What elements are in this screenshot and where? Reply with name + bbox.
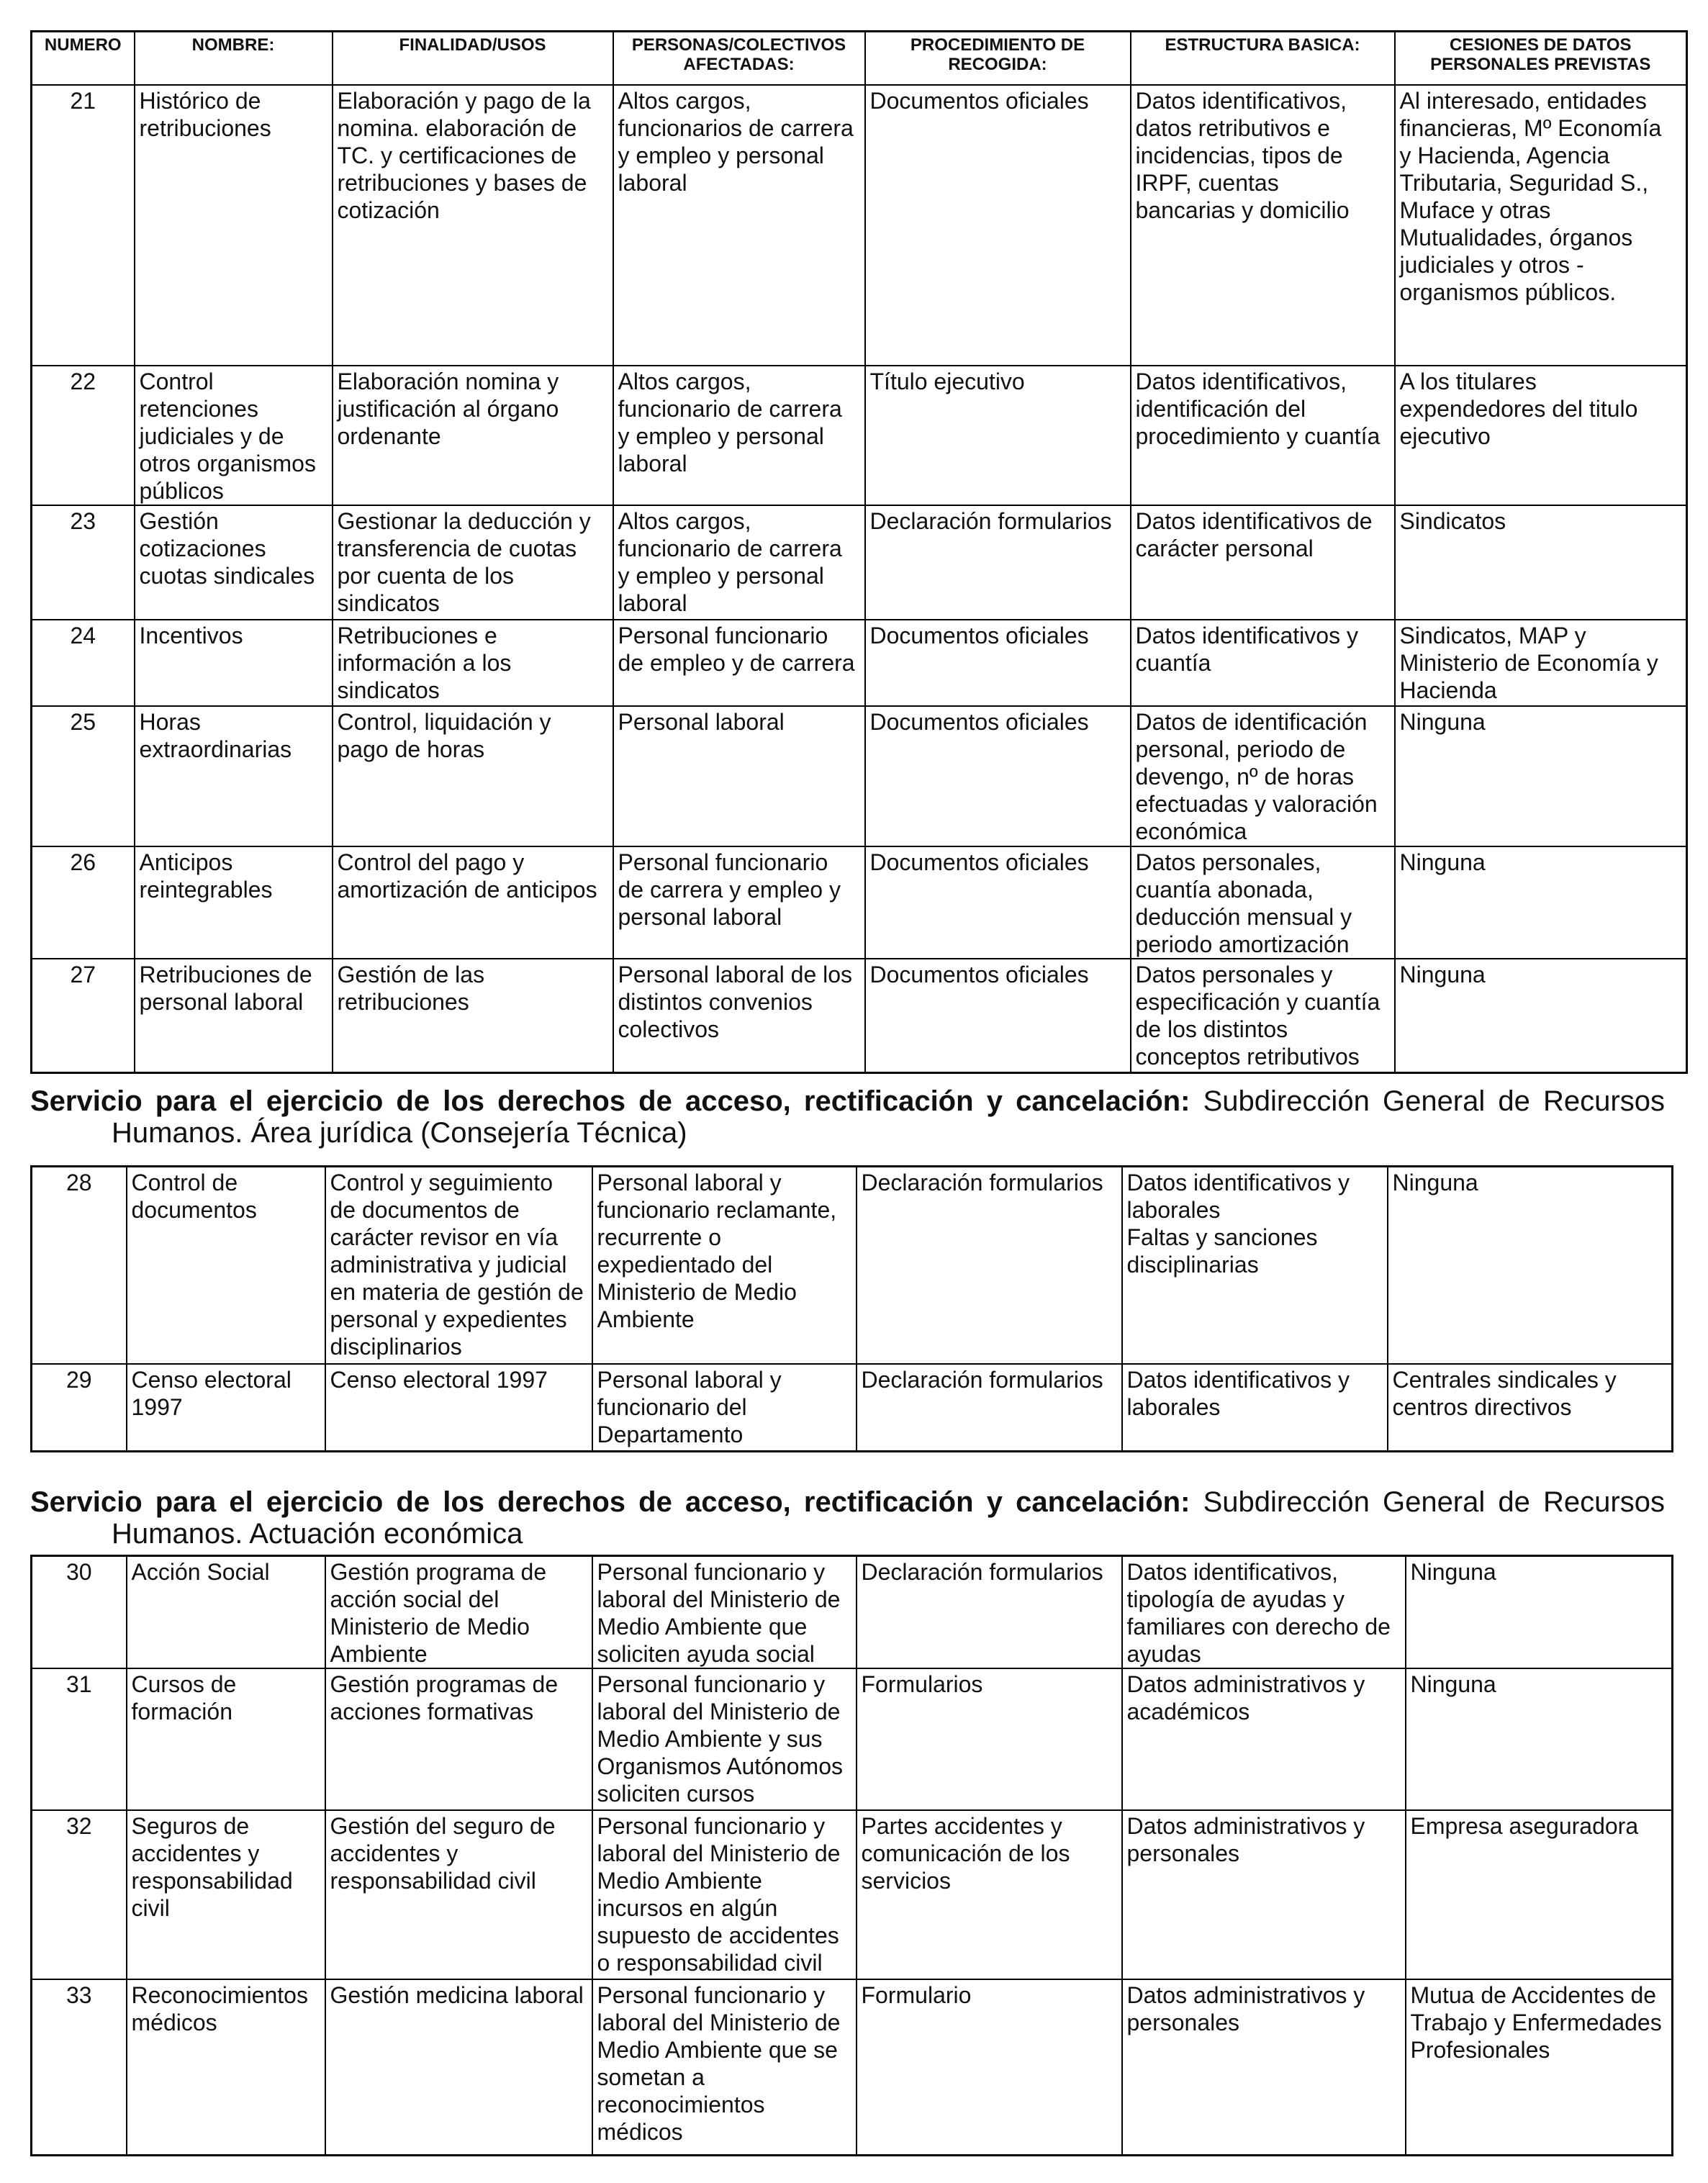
cell-nombre: Horas extraordinarias bbox=[135, 706, 333, 846]
cell-procedimiento: Formularios bbox=[857, 1668, 1122, 1810]
table-row bbox=[32, 846, 1687, 959]
cell-nombre: Censo electoral 1997 bbox=[127, 1364, 325, 1452]
header-procedimiento: PROCEDIMIENTO DE RECOGIDA: bbox=[865, 32, 1131, 85]
cell-nombre: Control retenciones judiciales y de otros organismos públicos bbox=[135, 366, 333, 505]
cell-finalidad: Elaboración y pago de la nomina. elaboración de TC. y certificaciones de retribuciones y bases de cotización bbox=[333, 85, 613, 366]
cell-finalidad: Retribuciones e información a los sindicatos bbox=[333, 620, 613, 706]
cell-estructura: Datos personales y especificación y cuantía de los distintos conceptos retributivos bbox=[1131, 959, 1395, 1073]
cell-personas: Personal funcionario y laboral del Ministerio de Medio Ambiente incursos en algún supuesto de accidentes o responsabilidad civil bbox=[592, 1810, 857, 1979]
cell-finalidad: Gestionar la deducción y transferencia de cuotas por cuenta de los sindicatos bbox=[333, 505, 613, 620]
table-row bbox=[32, 366, 1687, 505]
cell-numero: 31 bbox=[32, 1668, 127, 1810]
cell-personas: Altos cargos, funcionario de carrera y empleo y personal laboral bbox=[613, 366, 865, 505]
cell-finalidad: Gestión del seguro de accidentes y responsabilidad civil bbox=[325, 1810, 592, 1979]
cell-cesiones: Sindicatos bbox=[1395, 505, 1687, 620]
data-files-table-1 bbox=[30, 30, 1688, 1074]
cell-nombre: Reconocimientos médicos bbox=[127, 1979, 325, 2155]
header-finalidad: FINALIDAD/USOS bbox=[333, 32, 613, 85]
section-heading bbox=[30, 1486, 1665, 1550]
cell-personas: Personal laboral bbox=[613, 706, 865, 846]
table-row bbox=[32, 85, 1687, 366]
section-heading-label: Servicio para el ejercicio de los derechos de acceso, rectificación y cancelación: bbox=[30, 1085, 1190, 1117]
section-heading-label: Servicio para el ejercicio de los derechos de acceso, rectificación y cancelación: bbox=[30, 1486, 1190, 1518]
cell-personas: Personal laboral y funcionario reclamante, recurrente o expedientado del Ministerio de Medio Ambiente bbox=[592, 1167, 857, 1364]
cell-personas: Personal laboral de los distintos convenios colectivos bbox=[613, 959, 865, 1073]
cell-estructura: Datos identificativos y laborales bbox=[1122, 1364, 1388, 1452]
cell-estructura: Datos identificativos y laborales Faltas y sanciones disciplinarias bbox=[1122, 1167, 1388, 1364]
section-heading-unit: Subdirección General de Recursos Humanos. Actuación económica bbox=[112, 1486, 1665, 1550]
cell-finalidad: Control, liquidación y pago de horas bbox=[333, 706, 613, 846]
cell-cesiones: Ninguna bbox=[1406, 1668, 1673, 1810]
cell-procedimiento: Título ejecutivo bbox=[865, 366, 1131, 505]
cell-numero: 23 bbox=[32, 505, 135, 620]
table-row bbox=[32, 1556, 1673, 1669]
cell-numero: 22 bbox=[32, 366, 135, 505]
table-row bbox=[32, 1668, 1673, 1810]
cell-cesiones: Ninguna bbox=[1395, 706, 1687, 846]
table-row bbox=[32, 620, 1687, 706]
cell-estructura: Datos administrativos y personales bbox=[1122, 1810, 1406, 1979]
data-files-table-3 bbox=[30, 1555, 1673, 2156]
cell-cesiones: Ninguna bbox=[1395, 846, 1687, 959]
cell-procedimiento: Declaración formularios bbox=[857, 1167, 1122, 1364]
cell-numero: 21 bbox=[32, 85, 135, 366]
cell-personas: Personal funcionario y laboral del Ministerio de Medio Ambiente que soliciten ayuda social bbox=[592, 1556, 857, 1669]
header-cesiones: CESIONES DE DATOS PERSONALES PREVISTAS bbox=[1395, 32, 1687, 85]
cell-nombre: Acción Social bbox=[127, 1556, 325, 1669]
cell-finalidad: Gestión medicina laboral bbox=[325, 1979, 592, 2155]
cell-numero: 30 bbox=[32, 1556, 127, 1669]
cell-finalidad: Control y seguimiento de documentos de carácter revisor en vía administrativa y judicial en materia de gestión de personal y expedientes disciplinarios bbox=[325, 1167, 592, 1364]
cell-personas: Personal funcionario de empleo y de carrera bbox=[613, 620, 865, 706]
cell-numero: 24 bbox=[32, 620, 135, 706]
cell-finalidad: Censo electoral 1997 bbox=[325, 1364, 592, 1452]
cell-personas: Personal laboral y funcionario del Departamento bbox=[592, 1364, 857, 1452]
cell-nombre: Histórico de retribuciones bbox=[135, 85, 333, 366]
table-row bbox=[32, 1810, 1673, 1979]
cell-nombre: Cursos de formación bbox=[127, 1668, 325, 1810]
table-row bbox=[32, 1364, 1673, 1452]
cell-procedimiento: Documentos oficiales bbox=[865, 846, 1131, 959]
cell-personas: Personal funcionario de carrera y empleo y personal laboral bbox=[613, 846, 865, 959]
cell-personas: Altos cargos, funcionario de carrera y empleo y personal laboral bbox=[613, 505, 865, 620]
table-row bbox=[32, 959, 1687, 1073]
cell-finalidad: Gestión programas de acciones formativas bbox=[325, 1668, 592, 1810]
header-nombre: NOMBRE: bbox=[135, 32, 333, 85]
table-row bbox=[32, 706, 1687, 846]
cell-nombre: Retribuciones de personal laboral bbox=[135, 959, 333, 1073]
cell-personas: Personal funcionario y laboral del Ministerio de Medio Ambiente que se sometan a reconocimientos médicos bbox=[592, 1979, 857, 2155]
cell-estructura: Datos administrativos y personales bbox=[1122, 1979, 1406, 2155]
table-header-row bbox=[32, 32, 1687, 85]
cell-numero: 29 bbox=[32, 1364, 127, 1452]
cell-estructura: Datos identificativos y cuantía bbox=[1131, 620, 1395, 706]
cell-estructura: Datos identificativos, tipología de ayudas y familiares con derecho de ayudas bbox=[1122, 1556, 1406, 1669]
cell-cesiones: Ninguna bbox=[1406, 1556, 1673, 1669]
cell-nombre: Seguros de accidentes y responsabilidad civil bbox=[127, 1810, 325, 1979]
cell-cesiones: Ninguna bbox=[1388, 1167, 1673, 1364]
cell-personas: Personal funcionario y laboral del Ministerio de Medio Ambiente y sus Organismos Autónomos soliciten cursos bbox=[592, 1668, 857, 1810]
cell-estructura: Datos identificativos de carácter personal bbox=[1131, 505, 1395, 620]
table-row bbox=[32, 505, 1687, 620]
cell-procedimiento: Declaración formularios bbox=[857, 1364, 1122, 1452]
cell-procedimiento: Formulario bbox=[857, 1979, 1122, 2155]
cell-estructura: Datos identificativos, datos retributivos e incidencias, tipos de IRPF, cuentas bancarias y domicilio bbox=[1131, 85, 1395, 366]
cell-cesiones: Empresa aseguradora bbox=[1406, 1810, 1673, 1979]
cell-cesiones: Centrales sindicales y centros directivos bbox=[1388, 1364, 1673, 1452]
cell-nombre: Gestión cotizaciones cuotas sindicales bbox=[135, 505, 333, 620]
cell-procedimiento: Documentos oficiales bbox=[865, 706, 1131, 846]
cell-procedimiento: Declaración formularios bbox=[857, 1556, 1122, 1669]
cell-numero: 27 bbox=[32, 959, 135, 1073]
cell-estructura: Datos de identificación personal, periodo de devengo, nº de horas efectuadas y valoración económica bbox=[1131, 706, 1395, 846]
cell-procedimiento: Declaración formularios bbox=[865, 505, 1131, 620]
data-files-table-2 bbox=[30, 1165, 1673, 1452]
cell-procedimiento: Documentos oficiales bbox=[865, 620, 1131, 706]
cell-numero: 33 bbox=[32, 1979, 127, 2155]
cell-finalidad: Elaboración nomina y justificación al órgano ordenante bbox=[333, 366, 613, 505]
cell-numero: 25 bbox=[32, 706, 135, 846]
cell-nombre: Control de documentos bbox=[127, 1167, 325, 1364]
cell-estructura: Datos identificativos, identificación del procedimiento y cuantía bbox=[1131, 366, 1395, 505]
cell-cesiones: Ninguna bbox=[1395, 959, 1687, 1073]
cell-cesiones: Al interesado, entidades financieras, Mº Economía y Hacienda, Agencia Tributaria, Seguridad S., Muface y otras Mutualidades, órganos judiciales y otros - organismos públicos. bbox=[1395, 85, 1687, 366]
cell-cesiones: Mutua de Accidentes de Trabajo y Enfermedades Profesionales bbox=[1406, 1979, 1673, 2155]
cell-estructura: Datos personales, cuantía abonada, deducción mensual y periodo amortización bbox=[1131, 846, 1395, 959]
cell-nombre: Anticipos reintegrables bbox=[135, 846, 333, 959]
header-numero: NUMERO bbox=[32, 32, 135, 85]
header-estructura: ESTRUCTURA BASICA: bbox=[1131, 32, 1395, 85]
cell-numero: 26 bbox=[32, 846, 135, 959]
cell-nombre: Incentivos bbox=[135, 620, 333, 706]
cell-procedimiento: Partes accidentes y comunicación de los servicios bbox=[857, 1810, 1122, 1979]
table-row bbox=[32, 1979, 1673, 2155]
cell-finalidad: Control del pago y amortización de anticipos bbox=[333, 846, 613, 959]
table-row bbox=[32, 1167, 1673, 1364]
section-heading bbox=[30, 1085, 1665, 1149]
cell-finalidad: Gestión de las retribuciones bbox=[333, 959, 613, 1073]
cell-cesiones: A los titulares expendedores del titulo ejecutivo bbox=[1395, 366, 1687, 505]
cell-personas: Altos cargos, funcionarios de carrera y empleo y personal laboral bbox=[613, 85, 865, 366]
header-personas: PERSONAS/COLECTIVOS AFECTADAS: bbox=[613, 32, 865, 85]
cell-numero: 28 bbox=[32, 1167, 127, 1364]
cell-estructura: Datos administrativos y académicos bbox=[1122, 1668, 1406, 1810]
cell-procedimiento: Documentos oficiales bbox=[865, 85, 1131, 366]
section-heading-unit: Subdirección General de Recursos Humanos. Área jurídica (Consejería Técnica) bbox=[112, 1085, 1665, 1149]
cell-cesiones: Sindicatos, MAP y Ministerio de Economía y Hacienda bbox=[1395, 620, 1687, 706]
cell-numero: 32 bbox=[32, 1810, 127, 1979]
cell-finalidad: Gestión programa de acción social del Ministerio de Medio Ambiente bbox=[325, 1556, 592, 1669]
cell-procedimiento: Documentos oficiales bbox=[865, 959, 1131, 1073]
